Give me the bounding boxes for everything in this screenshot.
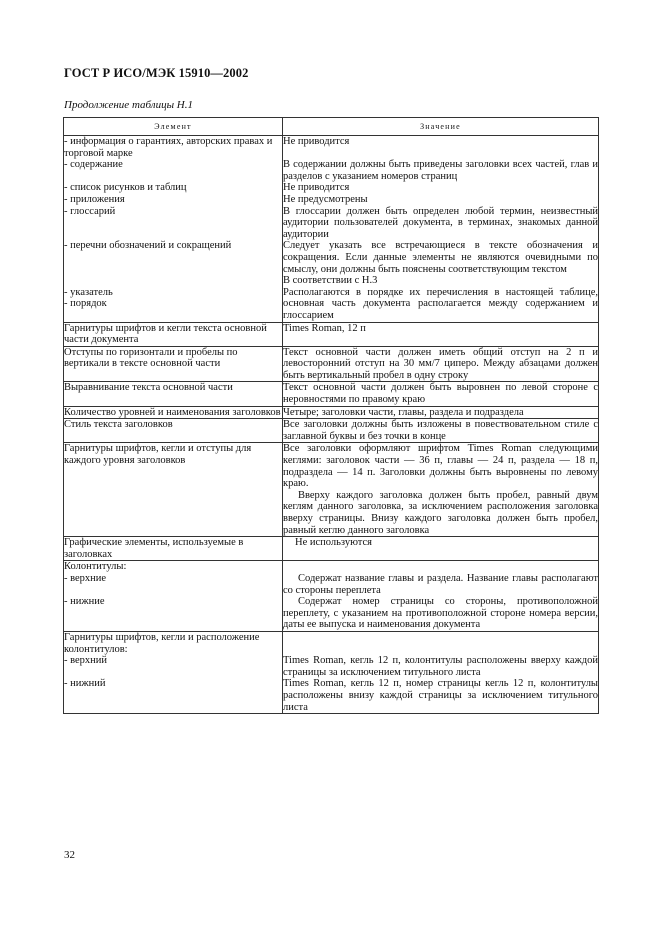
value-text: Times Roman, кегль 12 п, колонтитулы расположены вверху каждой страницы за исключением титульного листа xyxy=(283,655,598,678)
element-text: - информация о гарантиях, авторских правах и торговой марке xyxy=(64,136,273,159)
spacer xyxy=(64,171,282,183)
element-text: - верхний xyxy=(64,655,108,667)
element-text: Выравнивание текста основной части xyxy=(64,382,233,394)
element-text: - верхние xyxy=(64,572,107,584)
value-cell xyxy=(283,346,599,382)
element-text: Стиль текста заголовков xyxy=(64,419,173,431)
element-text: - содержание xyxy=(64,159,123,171)
element-text: Колонтитулы: xyxy=(64,561,127,573)
element-text: Гарнитуры шрифтов, кегли и отступы для каждого уровня заголовков xyxy=(64,443,252,467)
table-continuation-caption: Продолжение таблицы Н.1 xyxy=(64,99,193,111)
spacer xyxy=(64,217,282,240)
value-text: Times Roman, 12 п xyxy=(283,322,366,334)
value-text: Все заголовки оформляют шрифтом Times Roman следующими кеглями: заголовок части — 36 п, главы — 24 п, раздела — 18 п, подраздела — 14 п. Заголовки должны быть выровнены по левому краю. xyxy=(283,443,598,490)
value-text: Не приводится xyxy=(283,136,350,147)
element-cell xyxy=(64,561,283,632)
value-text: Вверху каждого заголовка должен быть пробел, равный двум кеглям данного заголовка, за исключением расположения заголовка вверху страницы. Внизу каждого заголовка должен быть пробел, равный кеглю данного заголовка xyxy=(283,489,598,536)
value-text: Располагаются в порядке их перечисления в настоящей таблице, основная часть документа располагается между содержанием и глоссарием xyxy=(283,286,598,321)
element-text: - глоссарий xyxy=(64,205,116,217)
column-header-value: Значение xyxy=(283,118,599,136)
spacer xyxy=(64,667,282,679)
value-cell xyxy=(283,136,599,323)
table-row xyxy=(64,631,599,713)
element-text: - список рисунков и таблиц xyxy=(64,182,187,194)
element-text: Количество уровней и наименования заголовков xyxy=(64,406,281,418)
value-text: Следует указать все встречающиеся в тексте обозначения и сокращения. Если данные элементы не являются очевидными по смыслу, они должны быть пояснены соответствующим текстом xyxy=(283,240,598,275)
element-cell xyxy=(64,346,283,382)
element-cell xyxy=(64,322,283,346)
value-cell xyxy=(283,382,599,406)
table-row xyxy=(64,561,599,632)
spacer xyxy=(283,561,598,573)
spacer xyxy=(64,585,282,597)
value-cell xyxy=(283,631,599,713)
table-row xyxy=(64,537,599,561)
page-number: 32 xyxy=(64,849,75,861)
table-row xyxy=(64,419,599,443)
value-text: Содержат номер страницы со стороны, противоположной переплету, с указанием на противоположной стороне номера версии, даты ее выпуска и наименования документа xyxy=(283,596,598,631)
element-text: Гарнитуры шрифтов и кегли текста основной части документа xyxy=(64,322,267,346)
table-row xyxy=(64,406,599,419)
element-text: - приложения xyxy=(64,193,125,205)
element-text: Гарнитуры шрифтов, кегли и расположение колонтитулов: xyxy=(64,631,260,655)
element-text: - нижний xyxy=(64,678,106,690)
value-text: Все заголовки должны быть изложены в повествовательном стиле с заглавной буквы и без точки в конце xyxy=(283,419,598,442)
element-text: - нижние xyxy=(64,596,105,608)
element-cell xyxy=(64,382,283,406)
element-text: - перечни обозначений и сокращений xyxy=(64,240,232,252)
value-text: Times Roman, кегль 12 п, номер страницы кегль 12 п, колонтитулы расположены внизу каждой страницы за исключением титульного листа xyxy=(283,678,598,713)
value-cell xyxy=(283,406,599,419)
element-cell xyxy=(64,631,283,713)
value-text: Четыре; заголовки части, главы, раздела и подраздела xyxy=(283,406,524,418)
table-row xyxy=(64,346,599,382)
element-cell xyxy=(64,406,283,419)
value-text: Текст основной части должен иметь общий отступ на 2 п и левосторонний отступ на 30 мм/7 циперо. Между абзацами должен быть вертикальный пробел в одну строку xyxy=(283,346,598,381)
spacer xyxy=(283,148,598,160)
value-cell xyxy=(283,322,599,346)
value-cell xyxy=(283,419,599,443)
table-row xyxy=(64,443,599,537)
element-cell xyxy=(64,419,283,443)
column-header-element: Элемент xyxy=(64,118,283,136)
element-text: - указатель xyxy=(64,286,113,298)
requirements-table xyxy=(63,117,599,714)
value-text: Не приводится xyxy=(283,182,350,194)
value-cell xyxy=(283,537,599,561)
table-row xyxy=(64,382,599,406)
value-text: В соответствии с Н.3 xyxy=(283,275,378,287)
element-cell xyxy=(64,537,283,561)
table-row xyxy=(64,322,599,346)
value-text: Содержат название главы и раздела. Название главы располагают со стороны переплета xyxy=(283,572,598,596)
element-text: Графические элементы, используемые в заголовках xyxy=(64,537,244,560)
value-text: Текст основной части должен быть выровнен по левой стороне с неровностями по правому краю xyxy=(283,382,598,406)
spacer xyxy=(283,632,598,655)
table-header-row xyxy=(64,118,599,136)
value-cell xyxy=(283,443,599,537)
value-cell xyxy=(283,561,599,632)
value-text: В глоссарии должен быть определен любой термин, неизвестный аудитории пользователей документа, в терминах, знакомых данной аудитории xyxy=(283,205,598,240)
value-text: Не используются xyxy=(295,537,372,549)
spacer xyxy=(64,252,282,287)
element-cell xyxy=(64,136,283,323)
value-text: Не предусмотрены xyxy=(283,193,368,205)
document-title: ГОСТ Р ИСО/МЭК 15910—2002 xyxy=(64,66,249,80)
table-row xyxy=(64,136,599,323)
value-text: В содержании должны быть приведены заголовки всех частей, глав и разделов с указанием номеров страниц xyxy=(283,159,598,182)
element-text: - порядок xyxy=(64,298,107,310)
element-text: Отступы по горизонтали и пробелы по вертикали в тексте основной части xyxy=(64,346,238,370)
element-cell xyxy=(64,443,283,537)
